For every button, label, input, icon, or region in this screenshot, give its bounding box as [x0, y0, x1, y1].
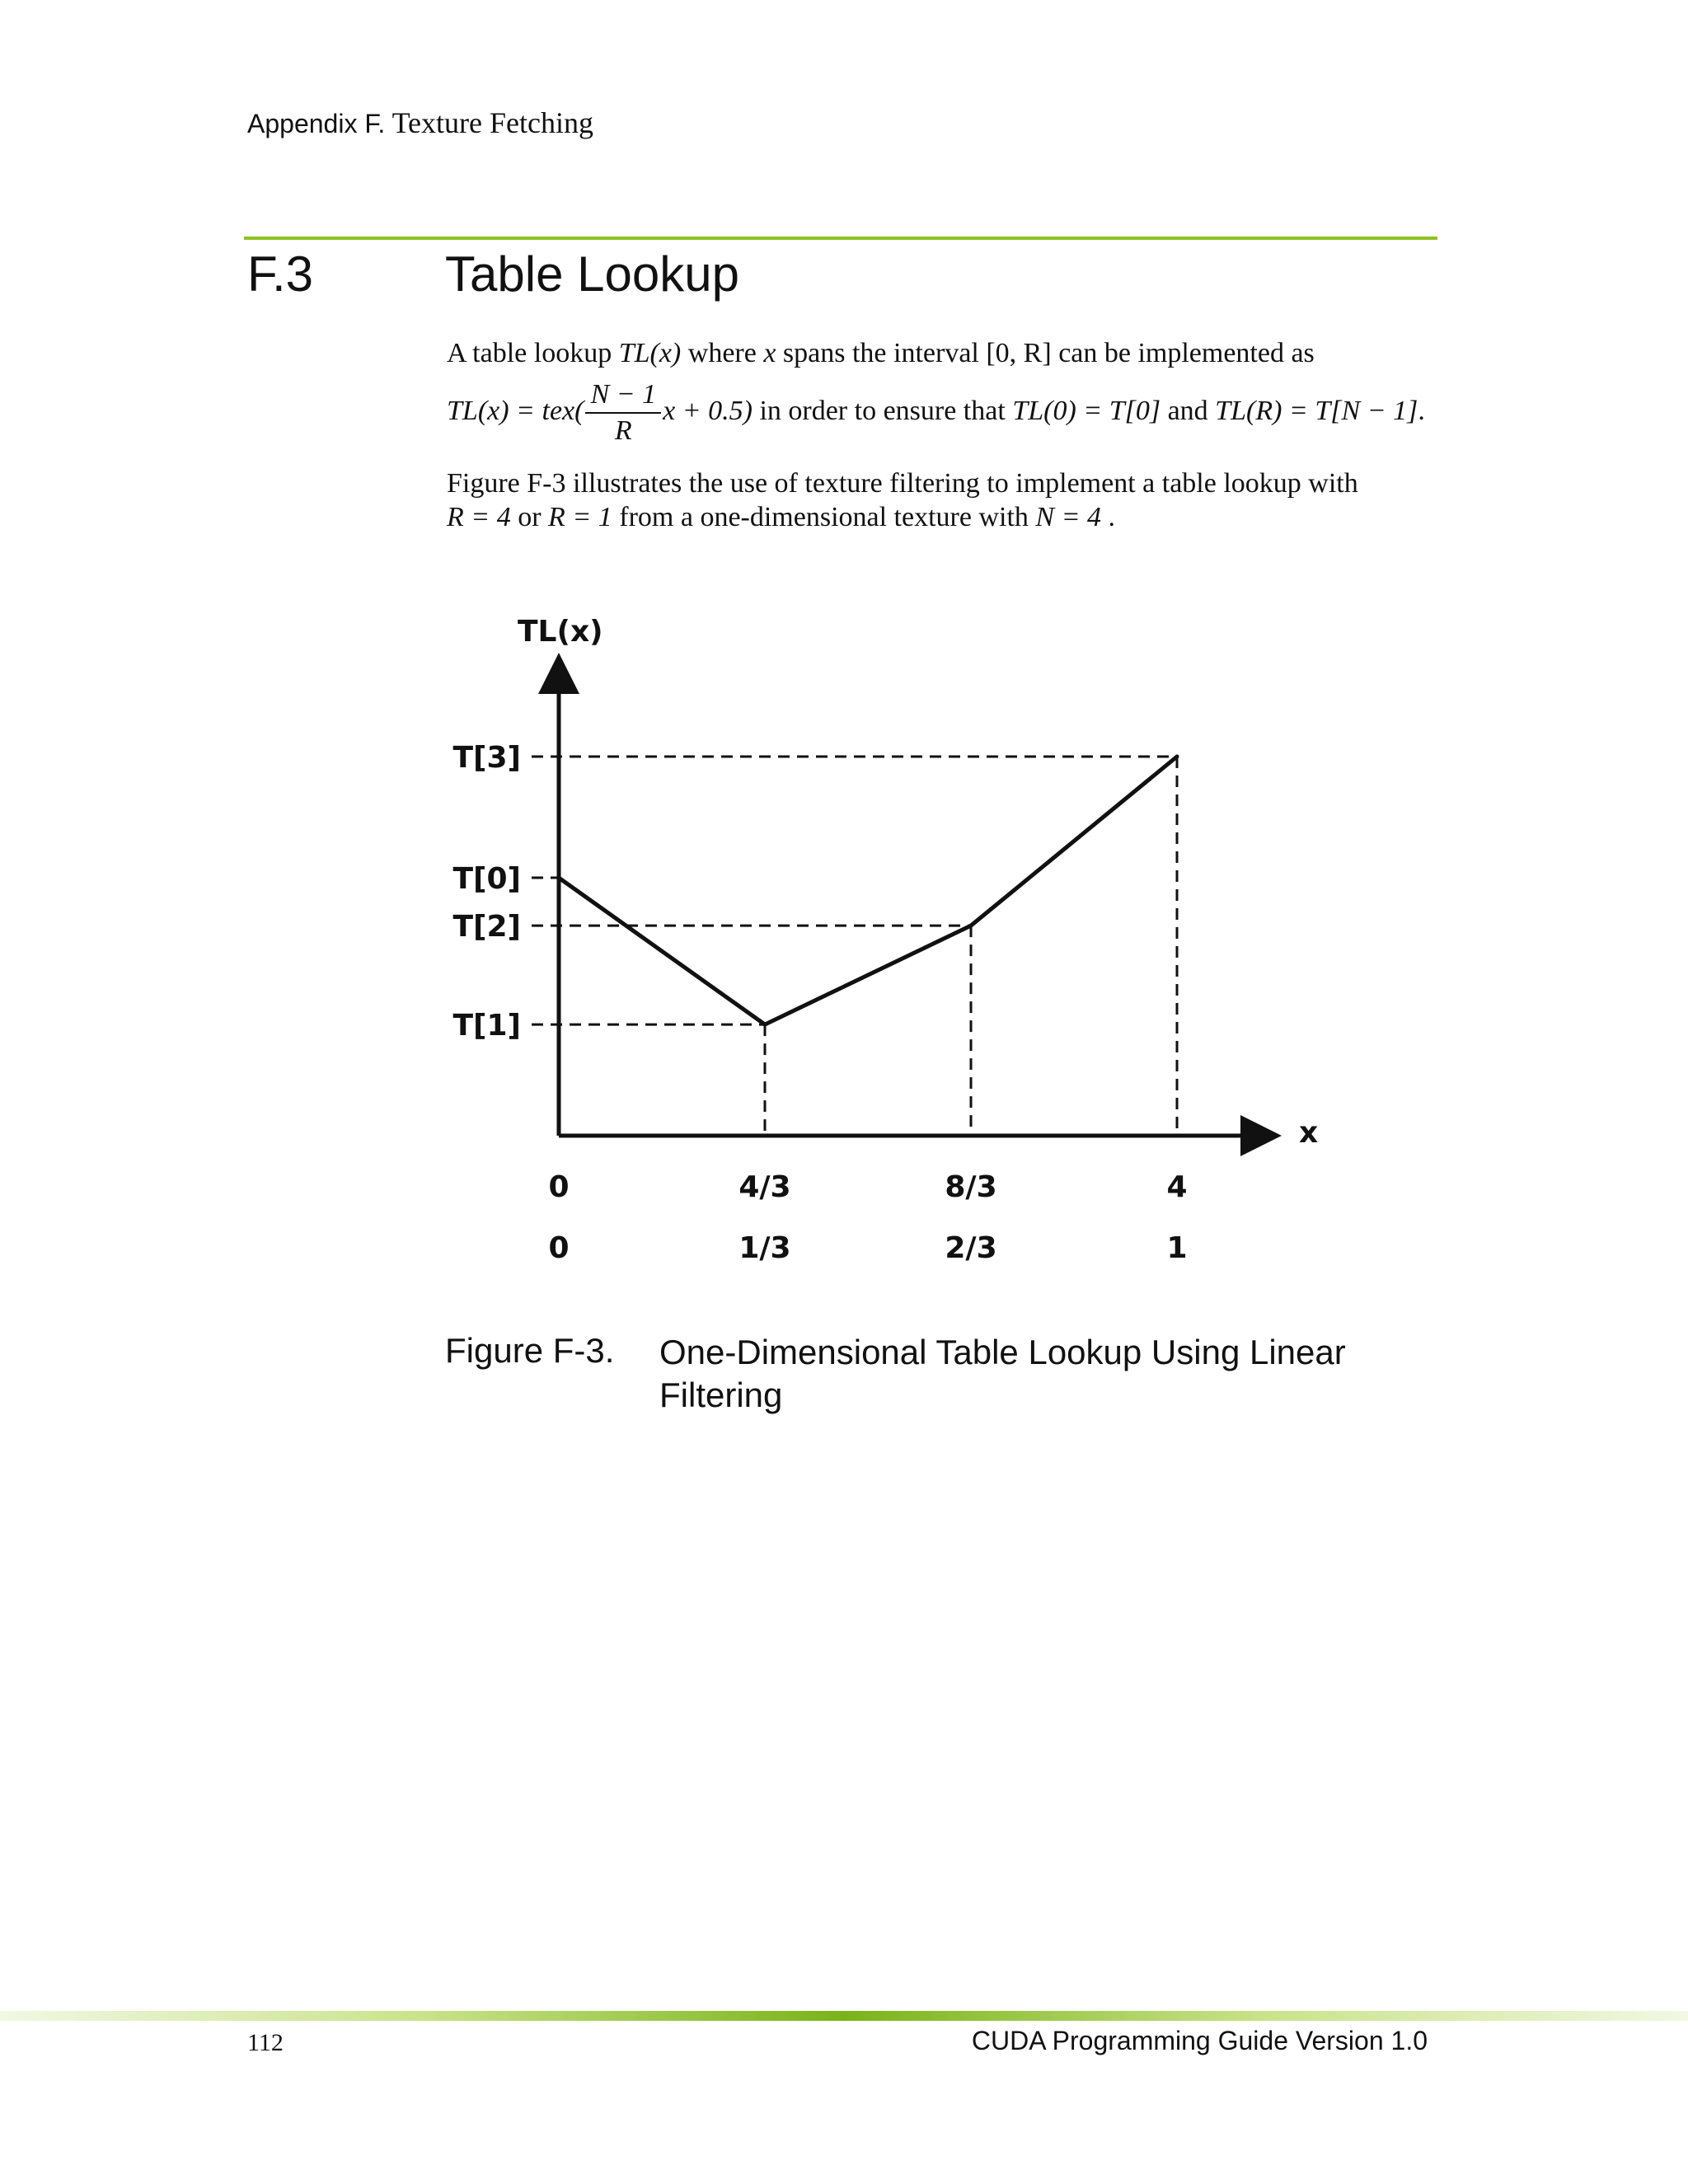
x-tick-label-unit: 1/3 — [738, 1231, 791, 1265]
footer-bar — [0, 2011, 1688, 2021]
series-line — [559, 757, 1177, 1024]
x-axis-title: x — [1299, 1116, 1319, 1150]
text-span: spans the interval — [776, 338, 987, 368]
y-axis-title: TL(x) — [518, 615, 603, 649]
text-span: or — [510, 502, 549, 532]
text-span: where — [681, 338, 764, 368]
y-tick-label: T[1] — [452, 1009, 521, 1043]
para2-line1: Figure F-3 illustrates the use of texture filtering to implement a table lookup with — [447, 468, 1358, 499]
data-point — [969, 924, 973, 928]
figure-label: Figure F-3. — [445, 1331, 615, 1370]
math-lhs: TL(x) = tex( — [447, 395, 584, 426]
math-x: x — [763, 338, 776, 368]
text-span: and — [1160, 395, 1216, 426]
y-tick-label: T[3] — [452, 741, 521, 775]
section-title: Table Lookup — [445, 246, 739, 302]
math-r-1: R = 1 — [548, 502, 612, 532]
text-span: . — [1101, 502, 1116, 532]
fraction-denominator: R — [614, 415, 632, 446]
section-number: F.3 — [247, 246, 314, 302]
math-r-4: R = 4 — [447, 502, 511, 532]
data-point — [557, 876, 561, 880]
text-span: A table lookup — [447, 338, 619, 368]
figure-caption: One-Dimensional Table Lookup Using Linear Filtering — [659, 1333, 1346, 1414]
x-tick-label-r: 8/3 — [945, 1170, 997, 1204]
math-n-4: N = 4 — [1035, 502, 1102, 532]
text-span: . — [1418, 395, 1425, 426]
data-point — [1175, 755, 1179, 759]
running-head-title: Texture Fetching — [392, 106, 593, 139]
y-tick-label: T[2] — [452, 910, 521, 944]
x-tick-label-unit: 0 — [548, 1231, 570, 1265]
x-tick-label-r: 4 — [1166, 1170, 1188, 1204]
math-interval: [0, R] — [986, 338, 1052, 368]
x-tick-label-unit: 1 — [1166, 1231, 1188, 1265]
x-tick-label-r: 4/3 — [738, 1170, 791, 1204]
text-span: from a one-dimensional texture with — [612, 502, 1036, 532]
running-head-prefix: Appendix F. — [247, 109, 386, 138]
math-tl-0: TL(0) = T[0] — [1012, 395, 1161, 426]
text-span: can be implemented as — [1051, 338, 1315, 368]
math-rhs: x + 0.5) — [663, 395, 753, 426]
math-tl-x: TL(x) — [618, 338, 682, 368]
page-number: 112 — [247, 2029, 284, 2056]
y-tick-label: T[0] — [452, 862, 521, 897]
math-tl-r: TL(R) = T[N − 1] — [1215, 395, 1418, 426]
footer-doc-title: CUDA Programming Guide Version 1.0 — [971, 2026, 1428, 2055]
x-tick-label-unit: 2/3 — [945, 1231, 997, 1265]
data-point — [762, 1023, 767, 1027]
fraction-numerator: N − 1 — [585, 381, 661, 414]
x-tick-label-r: 0 — [548, 1170, 570, 1204]
text-span: in order to ensure that — [752, 395, 1013, 426]
